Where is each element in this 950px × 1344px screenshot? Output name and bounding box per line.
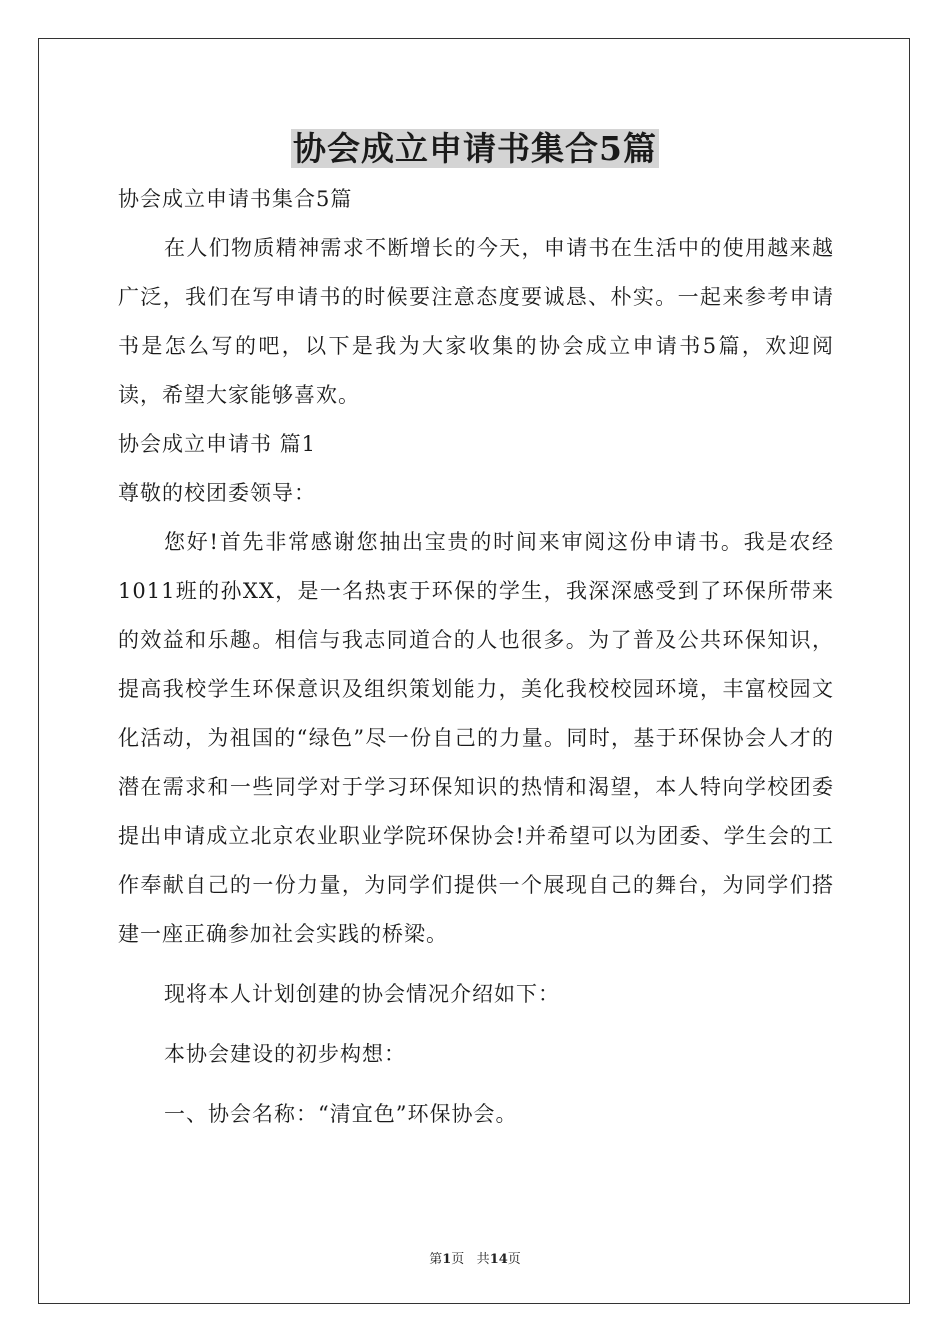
- document-body: [118, 175, 834, 1139]
- item-1: 一、协会名称：“清宜色”环保协会。: [164, 1102, 518, 1126]
- section-heading: 协会成立申请书 篇1: [118, 432, 317, 456]
- page-number: 1: [442, 1252, 452, 1267]
- intro-line: 现将本人计划创建的协会情况介绍如下：: [164, 982, 560, 1006]
- total-prefix: 共: [476, 1252, 490, 1267]
- intro-paragraph: 在人们物质精神需求不断增长的今天，申请书在生活中的使用越来越广泛，我们在写申请书的时候要注意态度要诚恳、朴实。一起来参考申请书是怎么写的吧，以下是我为大家收集的协会成立申请书5篇，欢迎阅读，希望大家能够喜欢。: [118, 236, 834, 407]
- concept-heading: 本协会建设的初步构想：: [164, 1042, 406, 1066]
- page-prefix: 第: [429, 1252, 443, 1267]
- salutation: 尊敬的校团委领导：: [118, 481, 316, 505]
- page-footer: [0, 1248, 950, 1267]
- total-pages: 14: [489, 1252, 508, 1267]
- document-title: [0, 126, 950, 172]
- total-suffix: 页: [507, 1252, 521, 1267]
- page-suffix: 页: [451, 1252, 465, 1267]
- body-paragraph: 您好!首先非常感谢您抽出宝贵的时间来审阅这份申请书。我是农经1011班的孙XX，是一名热衷于环保的学生，我深深感受到了环保所带来的效益和乐趣。相信与我志同道合的人也很多。为了普及公共环保知识，提高我校学生环保意识及组织策划能力，美化我校校园环境，丰富校园文化活动，为祖国的“绿色”尽一份自己的力量。同时，基于环保协会人才的潜在需求和一些同学对于学习环保知识的热情和渴望，本人特向学校团委提出申请成立北京农业职业学院环保协会!并希望可以为团委、学生会的工作奉献自己的一份力量，为同学们提供一个展现自己的舞台，为同学们搭建一座正确参加社会实践的桥梁。: [118, 530, 834, 946]
- document-title-text: 协会成立申请书集合5篇: [293, 129, 657, 168]
- document-subtitle: 协会成立申请书集合5篇: [118, 187, 353, 211]
